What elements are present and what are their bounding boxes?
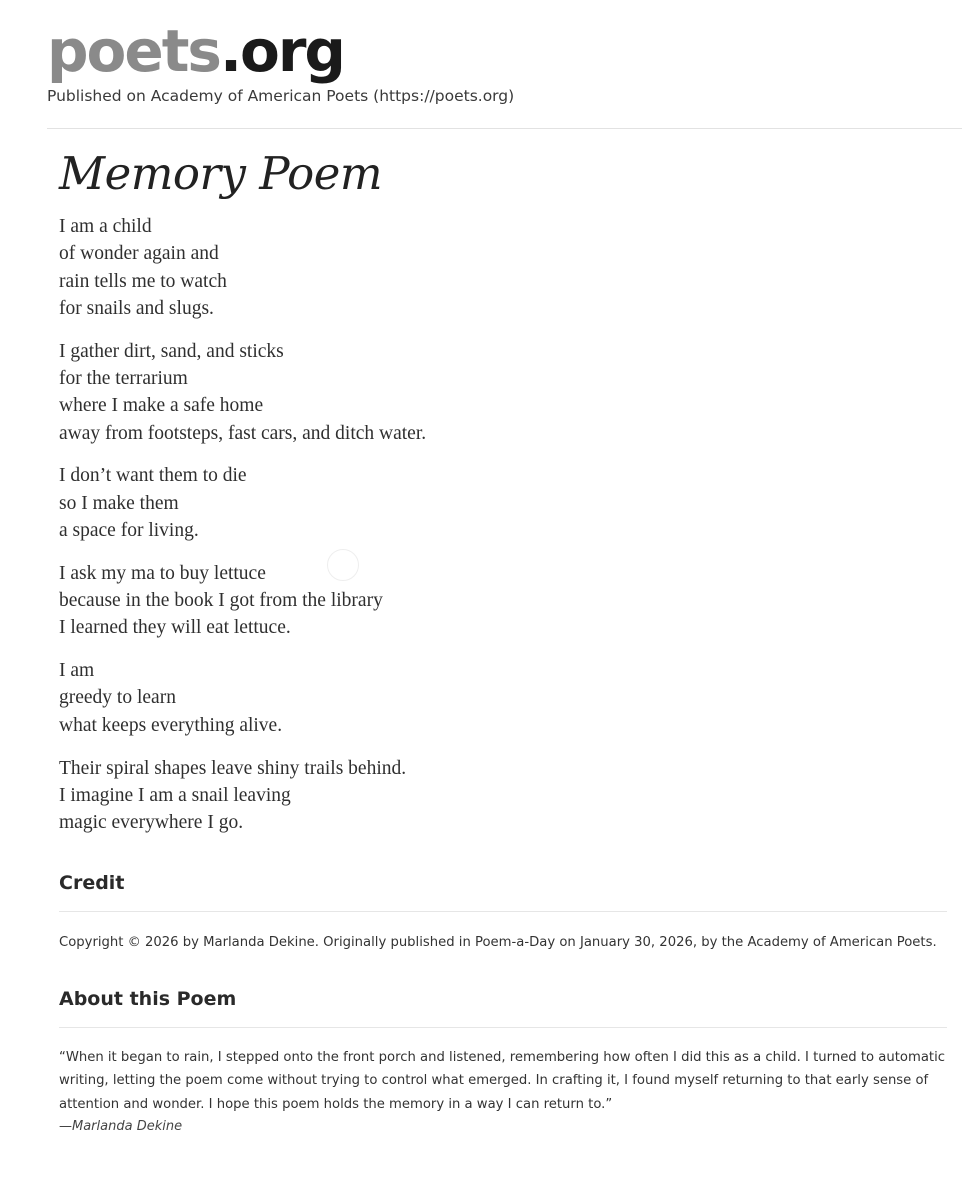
poem-line: what keeps everything alive. bbox=[59, 714, 283, 736]
poem-line: for snails and slugs. bbox=[59, 297, 214, 319]
poem-line: of wonder again and bbox=[59, 243, 219, 265]
credit-divider bbox=[59, 911, 947, 912]
poem-line: away from footsteps, fast cars, and ditch water. bbox=[59, 422, 427, 444]
poem-line: magic everywhere I go. bbox=[59, 812, 244, 834]
header-divider bbox=[47, 128, 962, 129]
about-text: “When it began to rain, I stepped onto the front porch and listened, remembering how often I did this as a child. I turned to automatic writing, letting the poem come without trying to control what emerged. In crafting it, I found myself returning to that early sense of attention and wonder. I hope this poem holds the memory in a way I can return to.” bbox=[59, 1049, 945, 1112]
poem-line: a space for living. bbox=[59, 519, 199, 541]
poem-line: I learned they will eat lettuce. bbox=[59, 617, 291, 639]
poem-title: Memory Poem bbox=[59, 147, 383, 200]
about-heading: About this Poem bbox=[59, 987, 237, 1010]
poem-line: I gather dirt, sand, and sticks bbox=[59, 340, 284, 362]
poem-line: because in the book I got from the library bbox=[59, 590, 383, 612]
poem-line: Their spiral shapes leave shiny trails behind. bbox=[59, 757, 407, 779]
logo-tld: .org bbox=[219, 17, 344, 85]
about-divider bbox=[59, 1027, 947, 1028]
stanza-6 bbox=[59, 755, 949, 837]
poem-line: greedy to learn bbox=[59, 687, 176, 709]
poem-line: rain tells me to watch bbox=[59, 270, 227, 292]
poem-body bbox=[59, 213, 949, 836]
poem-line: I am bbox=[59, 660, 95, 682]
about-attribution: —Marlanda Dekine bbox=[59, 1119, 183, 1135]
credit-heading: Credit bbox=[59, 872, 125, 895]
stanza-2 bbox=[59, 338, 949, 447]
site-logo[interactable] bbox=[47, 18, 962, 84]
poem-line: I ask my ma to buy lettuce bbox=[59, 562, 266, 584]
logo-name: poets bbox=[47, 17, 220, 85]
site-header bbox=[47, 18, 962, 105]
stanza-1 bbox=[59, 213, 949, 322]
stanza-3 bbox=[59, 462, 949, 544]
published-on-text: Published on Academy of American Poets (https://poets.org) bbox=[47, 87, 515, 105]
poem-line: for the terrarium bbox=[59, 367, 188, 389]
credit-text: Copyright © 2026 by Marlanda Dekine. Originally published in Poem-a-Day on January 30, 2026, by the Academy of American Poets. bbox=[59, 935, 937, 951]
poem-line: where I make a safe home bbox=[59, 395, 264, 417]
poem-line: I don’t want them to die bbox=[59, 465, 247, 487]
stanza-4 bbox=[59, 560, 949, 642]
poem-line: I imagine I am a snail leaving bbox=[59, 784, 291, 806]
poem-line: so I make them bbox=[59, 492, 179, 514]
poem-line: I am a child bbox=[59, 216, 152, 237]
stanza-5 bbox=[59, 657, 949, 739]
poem-article bbox=[59, 140, 949, 1138]
